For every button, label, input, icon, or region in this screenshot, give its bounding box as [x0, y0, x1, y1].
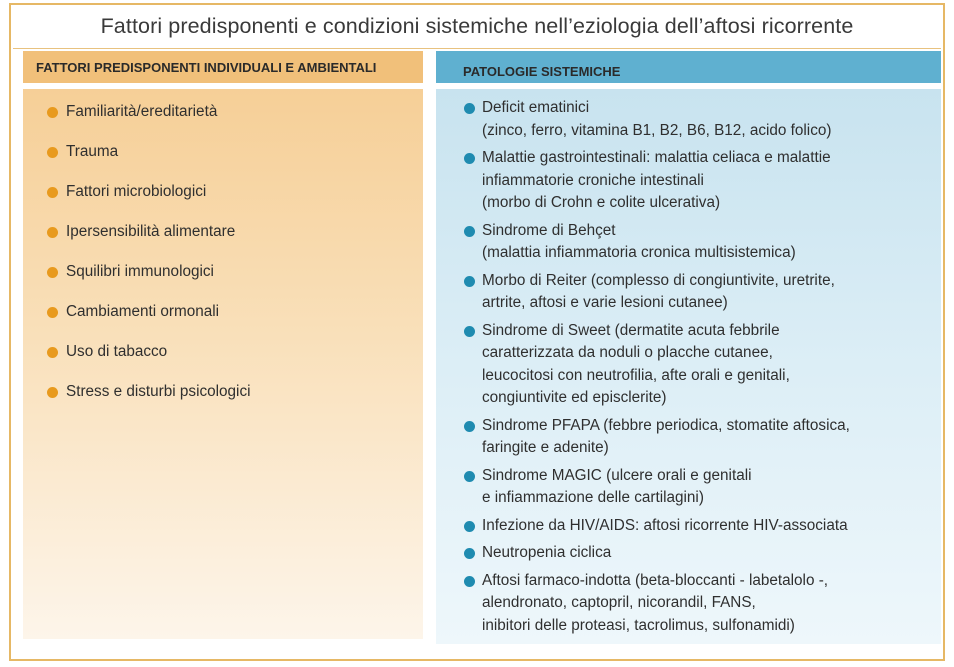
bullet-icon — [464, 226, 475, 237]
table-frame — [9, 3, 945, 661]
left-column-header: FATTORI PREDISPONENTI INDIVIDUALI E AMBIENTALI — [23, 51, 423, 83]
list-item-line: alendronato, captopril, nicorandil, FANS, — [482, 594, 756, 611]
list-item-line: artrite, aftosi e varie lesioni cutanee) — [482, 294, 728, 311]
list-item-label: Familiarità/ereditarietà — [66, 103, 218, 120]
list-item-label: Ipersensibilità alimentare — [66, 223, 236, 240]
list-item-line: Sindrome MAGIC (ulcere orali e genitali — [482, 466, 752, 484]
left-panel — [23, 89, 423, 639]
list-item — [464, 270, 934, 315]
bullet-icon — [464, 103, 475, 114]
list-item-line: Malattie gastrointestinali: malattia celiaca e malattie — [482, 149, 831, 166]
bullet-icon — [464, 471, 475, 482]
list-item-line: (malattia infiammatoria cronica multisistemica) — [482, 244, 796, 261]
bullet-icon — [464, 276, 475, 287]
list-item — [47, 301, 251, 341]
list-item-line: Deficit ematinici — [482, 99, 590, 116]
list-item-label: Uso di tabacco — [66, 343, 168, 360]
list-item — [464, 320, 934, 410]
list-item-line: inibitori delle proteasi, tacrolimus, sulfonamidi) — [482, 616, 795, 634]
list-item-line: leucocitosi con neutrofilia, afte orali e genitali, — [482, 366, 790, 384]
list-item-line: faringite e adenite) — [482, 439, 609, 456]
bullet-icon — [47, 387, 58, 398]
list-item-line: (zinco, ferro, vitamina B1, B2, B6, B12, acido folico) — [482, 121, 832, 139]
list-item — [47, 381, 251, 421]
bullet-icon — [464, 326, 475, 337]
list-item-line: Morbo di Reiter (complesso di congiuntivite, uretrite, — [482, 271, 835, 289]
list-item — [464, 515, 934, 538]
left-factor-list — [47, 101, 251, 421]
list-item-line: e infiammazione delle cartilagini) — [482, 489, 704, 506]
list-item-line: (morbo di Crohn e colite ulcerativa) — [482, 194, 721, 211]
bullet-icon — [47, 347, 58, 358]
list-item — [464, 220, 934, 265]
list-item — [464, 97, 934, 142]
list-item-line: Sindrome di Behçet — [482, 221, 616, 239]
bullet-icon — [47, 107, 58, 118]
bullet-icon — [464, 548, 475, 559]
list-item-line: Neutropenia ciclica — [482, 544, 612, 561]
list-item-line: Sindrome di Sweet (dermatite acuta febbrile — [482, 321, 780, 339]
bullet-icon — [47, 267, 58, 278]
list-item-line: infiammatorie croniche intestinali — [482, 171, 704, 189]
list-item-label: Trauma — [66, 143, 119, 160]
list-item-label: Fattori microbiologici — [66, 183, 207, 200]
list-item — [47, 101, 251, 141]
list-item-line: Infezione da HIV/AIDS: aftosi ricorrente HIV-associata — [482, 516, 848, 534]
page-title: Fattori predisponenti e condizioni sistemiche nell’eziologia dell’aftosi ricorrente — [100, 14, 854, 38]
list-item — [47, 221, 251, 261]
bullet-icon — [464, 576, 475, 587]
title-divider — [13, 48, 941, 49]
bullet-icon — [464, 153, 475, 164]
list-item — [47, 181, 251, 221]
bullet-icon — [464, 521, 475, 532]
list-item — [47, 341, 251, 381]
list-item — [47, 261, 251, 301]
bullet-icon — [47, 227, 58, 238]
right-column-header: PATOLOGIE SISTEMICHE — [436, 51, 941, 83]
list-item — [464, 147, 934, 215]
list-item — [464, 570, 934, 638]
list-item — [464, 415, 934, 460]
bullet-icon — [47, 187, 58, 198]
list-item-label: Cambiamenti ormonali — [66, 303, 220, 320]
list-item-line: Aftosi farmaco-indotta (beta-bloccanti - labetalolo -, — [482, 571, 829, 589]
list-item-label: Stress e disturbi psicologici — [66, 383, 251, 400]
list-item-line: Sindrome PFAPA (febbre periodica, stomatite aftosica, — [482, 416, 850, 434]
right-panel — [436, 89, 941, 644]
list-item-label: Squilibri immunologici — [66, 263, 214, 280]
right-pathology-list — [464, 97, 934, 642]
bullet-icon — [464, 421, 475, 432]
list-item — [47, 141, 251, 181]
list-item — [464, 542, 934, 565]
list-item-line: congiuntivite ed episclerite) — [482, 389, 667, 406]
bullet-icon — [47, 307, 58, 318]
bullet-icon — [47, 147, 58, 158]
list-item — [464, 465, 934, 510]
list-item-line: caratterizzata da noduli o placche cutanee, — [482, 344, 773, 361]
